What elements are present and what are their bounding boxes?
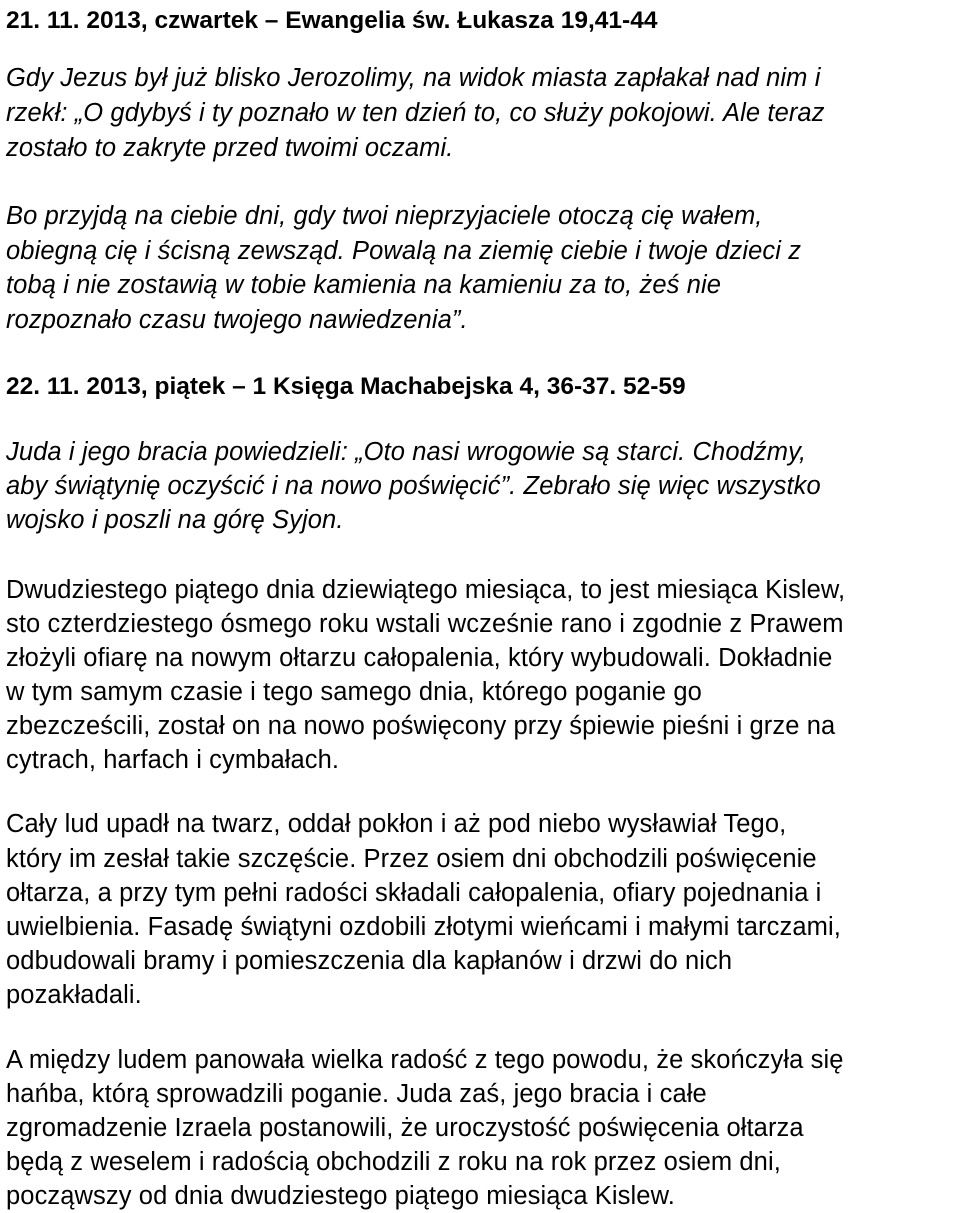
text-line: wojsko i poszli na górę Syjon. — [6, 506, 344, 534]
text-line: cytrach, harfach i cymbałach. — [6, 746, 340, 774]
text-line: Juda i jego bracia powiedzieli: „Oto nasi wrogowie są starci. Chodźmy, — [6, 438, 807, 466]
text-line: Dwudziestego piątego dnia dziewiątego miesiąca, to jest miesiąca Kislew, — [6, 576, 846, 604]
text-line: który im zesłał takie szczęście. Przez osiem dni obchodzili poświęcenie — [6, 845, 817, 873]
text-line: Gdy Jezus był już blisko Jerozolimy, na widok miasta zapłakał nad nim i — [6, 64, 821, 92]
text-line: pozakładali. — [6, 981, 142, 1009]
text-line: tobą i nie zostawią w tobie kamienia na kamieniu za to, żeś nie — [6, 271, 722, 299]
text-line: aby świątynię oczyścić i na nowo poświęcić”. Zebrało się więc wszystko — [6, 472, 821, 500]
section-heading: 22. 11. 2013, piątek – 1 Księga Machabejska 4, 36-37. 52-59 — [6, 373, 686, 400]
section-heading: 21. 11. 2013, czwartek – Ewangelia św. Łukasza 19,41-44 — [6, 7, 658, 34]
text-line: sto czterdziestego ósmego roku wstali wcześnie rano i zgodnie z Prawem — [6, 610, 844, 638]
text-line: Bo przyjdą na ciebie dni, gdy twoi nieprzyjaciele otoczą cię wałem, — [6, 202, 763, 230]
text-line: ołtarza, a przy tym pełni radości składali całopalenia, ofiary pojednania i — [6, 879, 822, 907]
text-line: począwszy od dnia dwudziestego piątego miesiąca Kislew. — [6, 1182, 675, 1210]
text-line: zostało to zakryte przed twoimi oczami. — [6, 134, 454, 162]
text-line: hańba, którą sprowadzili poganie. Juda zaś, jego bracia i całe — [6, 1080, 707, 1108]
text-line: rzekł: „O gdybyś i ty poznało w ten dzień to, co służy pokojowi. Ale teraz — [6, 99, 825, 127]
text-line: w tym samym czasie i tego samego dnia, którego poganie go — [6, 678, 702, 706]
text-line: będą z weselem i radością obchodzili z roku na rok przez osiem dni, — [6, 1148, 781, 1176]
text-line: Cały lud upadł na twarz, oddał pokłon i aż pod niebo wysławiał Tego, — [6, 810, 787, 838]
text-line: rozpoznało czasu twojego nawiedzenia”. — [6, 306, 468, 334]
text-line: uwielbienia. Fasadę świątyni ozdobili złotymi wieńcami i małymi tarczami, — [6, 913, 841, 941]
text-line: A między ludem panowała wielka radość z tego powodu, że skończyła się — [6, 1046, 844, 1074]
text-line: zgromadzenie Izraela postanowili, że uroczystość poświęcenia ołtarza — [6, 1114, 804, 1142]
text-line: zbezcześcili, został on na nowo poświęcony przy śpiewie pieśni i grze na — [6, 712, 836, 740]
text-line: obiegną cię i ścisną zewsząd. Powalą na ziemię ciebie i twoje dzieci z — [6, 237, 802, 265]
text-line: złożyli ofiarę na nowym ołtarzu całopalenia, który wybudowali. Dokładnie — [6, 644, 833, 672]
text-line: odbudowali bramy i pomieszczenia dla kapłanów i drzwi do nich — [6, 947, 733, 975]
